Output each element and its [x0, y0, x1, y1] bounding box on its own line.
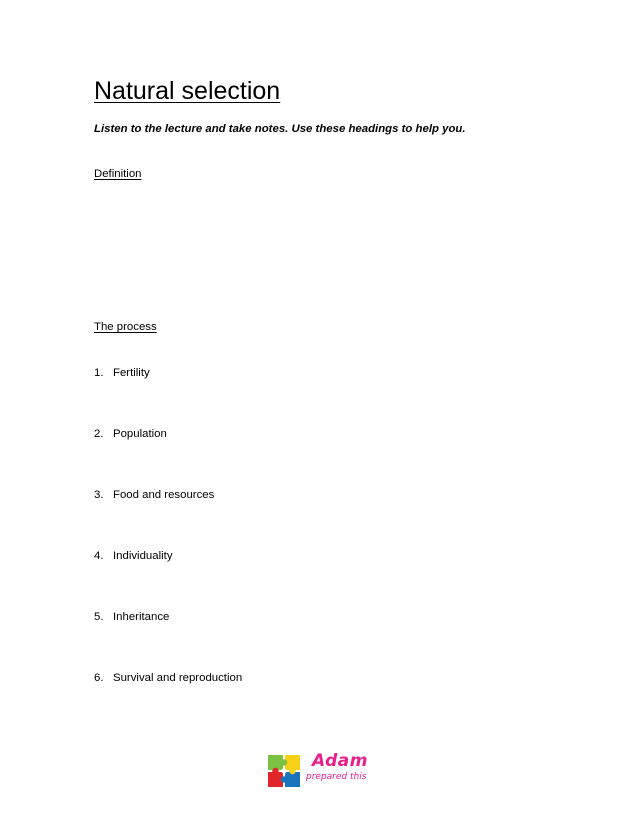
process-step-1: [94, 365, 150, 381]
step-number: 5.: [94, 611, 104, 623]
page-title: Natural selection: [94, 77, 281, 105]
logo-tagline: prepared this: [306, 772, 367, 782]
definition-heading: Definition: [94, 168, 142, 180]
step-number: 4.: [94, 550, 104, 562]
step-label: Food and resources: [113, 489, 215, 501]
footer-logo: [268, 753, 378, 791]
instructions-text: Listen to the lecture and take notes. Use these headings to help you.: [94, 123, 466, 135]
process-step-2: [94, 426, 167, 442]
step-label: Population: [113, 428, 167, 440]
step-number: 6.: [94, 672, 104, 684]
step-label: Fertility: [113, 367, 150, 379]
process-step-5: [94, 609, 169, 625]
process-step-4: [94, 548, 173, 564]
logo-name: Adam: [312, 751, 368, 771]
step-label: Survival and reproduction: [113, 672, 243, 684]
process-heading: The process: [94, 321, 157, 333]
step-label: Inheritance: [113, 611, 170, 623]
step-number: 3.: [94, 489, 104, 501]
process-step-3: [94, 487, 214, 503]
puzzle-pieces-icon: [268, 755, 300, 787]
step-number: 2.: [94, 428, 104, 440]
process-step-6: [94, 670, 242, 686]
step-label: Individuality: [113, 550, 173, 562]
step-number: 1.: [94, 367, 104, 379]
